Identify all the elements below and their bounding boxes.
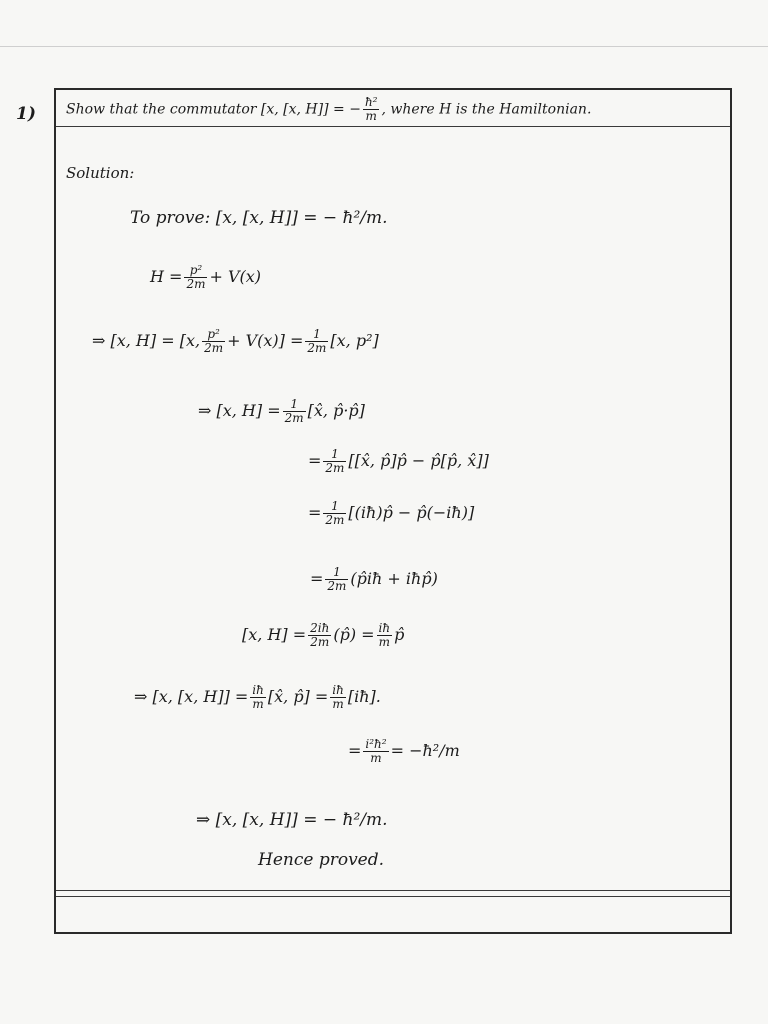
step-7-fraction-1: $\frac{iħ}{m}$: [252, 683, 264, 712]
page-top-rule: [0, 46, 768, 47]
step-3-fraction: $\frac{1}{2m}$: [325, 447, 345, 476]
to-prove-line: To prove: [x, [x, H]] = − ħ²/m.: [130, 208, 388, 228]
step-5: [310, 566, 438, 593]
step-6-lhs: [x, H] =: [242, 625, 307, 645]
step-7-rhs: [iħ].: [347, 687, 381, 707]
question-text-before: Show that the commutator [x, [x, H]] = −: [66, 101, 361, 118]
step-1-mid: + V(x)] =: [227, 331, 304, 351]
step-2-lhs: ⇒ [x, H] =: [198, 401, 281, 421]
step-4-fraction: $\frac{1}{2m}$: [325, 499, 345, 528]
bottom-rule-double: [56, 896, 730, 897]
step-7-fraction-2: $\frac{iħ}{m}$: [332, 683, 344, 712]
hence-proved: Hence proved.: [258, 850, 385, 870]
step-5-fraction: $\frac{1}{2m}$: [327, 565, 347, 594]
step-8: [348, 738, 460, 765]
step-6-rhs: p̂: [394, 625, 405, 645]
question-text-after: , where H is the Hamiltonian.: [381, 101, 592, 118]
question-fraction: $\frac{\text{ħ²}}{m}$: [364, 95, 378, 124]
step-1-rhs: [x, p²]: [330, 331, 379, 351]
step-1-lhs: ⇒ [x, H] = [x,: [92, 331, 201, 351]
conclusion-line: ⇒ [x, [x, H]] = − ħ²/m.: [196, 810, 388, 830]
step-6-fraction-2: $\frac{iħ}{m}$: [378, 621, 391, 650]
question-statement: [66, 96, 591, 123]
step-2: [198, 398, 365, 425]
solution-heading: Solution:: [66, 164, 135, 182]
step-8-rhs: = −ħ²/m: [390, 741, 460, 761]
step-4: [308, 500, 474, 527]
question-underline: [56, 126, 730, 127]
step-4-rhs: [(iħ)p̂ − p̂(−iħ)]: [348, 503, 475, 523]
step-1: [92, 328, 379, 355]
step-6-fraction-1: $\frac{2iħ}{2m}$: [310, 621, 330, 650]
step-8-fraction: $\frac{\text{i²ħ²}}{m}$: [365, 737, 387, 766]
hamiltonian-fraction: $\frac{\text{p²}}{2m}$: [186, 263, 206, 292]
step-3: [308, 448, 489, 475]
step-8-lhs: =: [348, 741, 362, 761]
step-3-lhs: =: [308, 451, 322, 471]
step-4-lhs: =: [308, 503, 322, 523]
step-3-rhs: [[x̂, p̂]p̂ − p̂[p̂, x̂]]: [348, 451, 489, 471]
step-6-mid: (p̂) =: [333, 625, 375, 645]
step-7: [134, 684, 381, 711]
hamiltonian-rhs: + V(x): [209, 267, 262, 287]
step-6: [242, 622, 404, 649]
step-2-fraction: $\frac{1}{2m}$: [284, 397, 304, 426]
step-7-mid: [x̂, p̂] =: [267, 687, 329, 707]
hamiltonian-line: [150, 264, 261, 291]
step-5-lhs: =: [310, 569, 324, 589]
step-7-lhs: ⇒ [x, [x, H]] =: [134, 687, 249, 707]
bottom-rule: [56, 890, 730, 891]
step-1-fraction-2: $\frac{1}{2m}$: [307, 327, 327, 356]
question-number: 1): [16, 104, 36, 124]
step-5-rhs: (p̂iħ + iħp̂): [350, 569, 438, 589]
step-1-fraction-1: $\frac{\text{p²}}{2m}$: [204, 327, 224, 356]
hamiltonian-lhs: H =: [150, 267, 183, 287]
step-2-rhs: [x̂, p̂·p̂]: [307, 401, 365, 421]
